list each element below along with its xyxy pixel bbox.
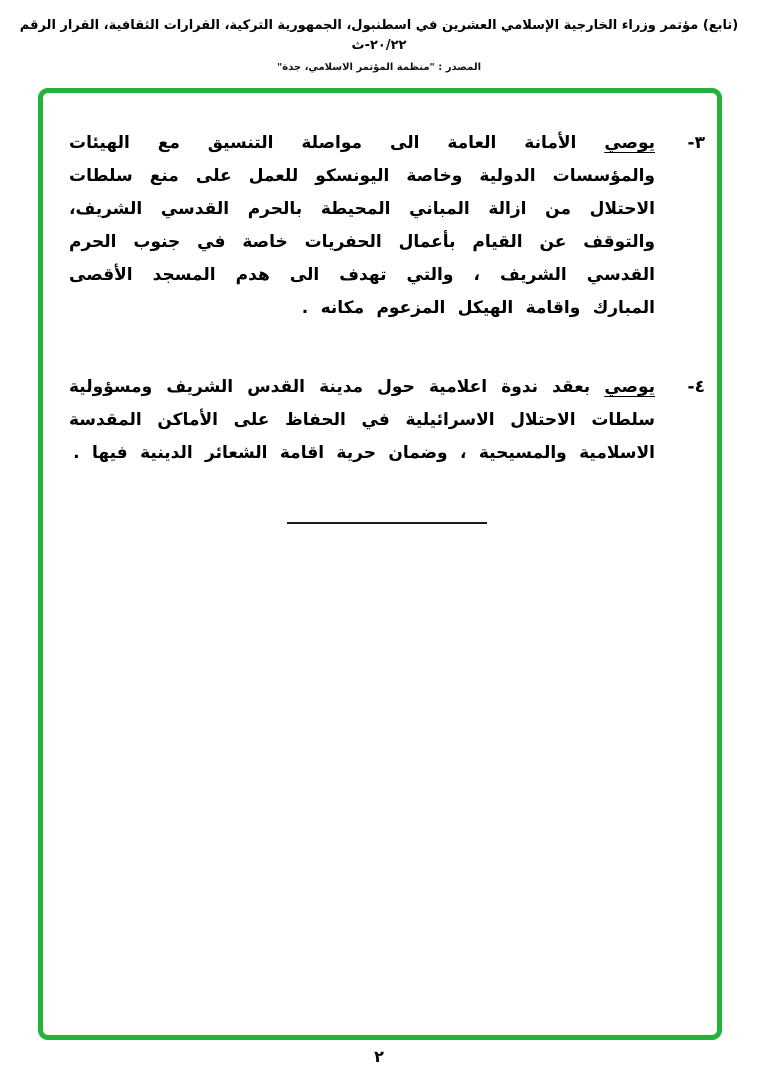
document-header — [0, 16, 758, 73]
item-number: ٣- — [687, 133, 705, 153]
item-number: ٤- — [687, 377, 705, 397]
header-source: المصدر : "منظمة المؤتمر الاسلامي، جدة" — [276, 62, 481, 73]
item-lead-word: يوصي — [604, 133, 655, 153]
header-title: (تابع) مؤتمر وزراء الخارجية الإسلامي العشرين في اسطنبول، الجمهورية التركية، القرارات الثقافية، القرار الرقم ٢٠/٢٢-ث — [19, 18, 739, 53]
item-text — [69, 371, 655, 470]
resolution-item-3 — [69, 127, 705, 325]
content-border-box — [38, 88, 722, 1040]
item-text — [69, 127, 655, 325]
item-lead-word: يوصي — [604, 377, 655, 397]
section-divider — [287, 522, 487, 524]
page-number: ٢ — [374, 1047, 384, 1066]
item-body-text: الأمانة العامة الى مواصلة التنسيق مع الهيئات والمؤسسات الدولية وخاصة اليونسكو للعمل على منع سلطات الاحتلال من ازالة المباني المحيطة بالحرم القدسي الشريف، والتوقف عن القيام بأعمال الحفريات خاصة في جنوب الحرم القدسي الشريف ، والتي تهدف الى هدم المسجد الأقصى المبارك واقامة الهيكل المزعوم مكانه . — [69, 133, 655, 318]
item-body-text: بعقد ندوة اعلامية حول مدينة القدس الشريف ومسؤولية سلطات الاحتلال الاسرائيلية في الحفاظ على الأماكن المقدسة الاسلامية والمسيحية ، وضمان حرية اقامة الشعائر الدينية فيها . — [69, 377, 655, 463]
resolution-item-4 — [69, 371, 705, 470]
resolution-body — [43, 93, 717, 524]
